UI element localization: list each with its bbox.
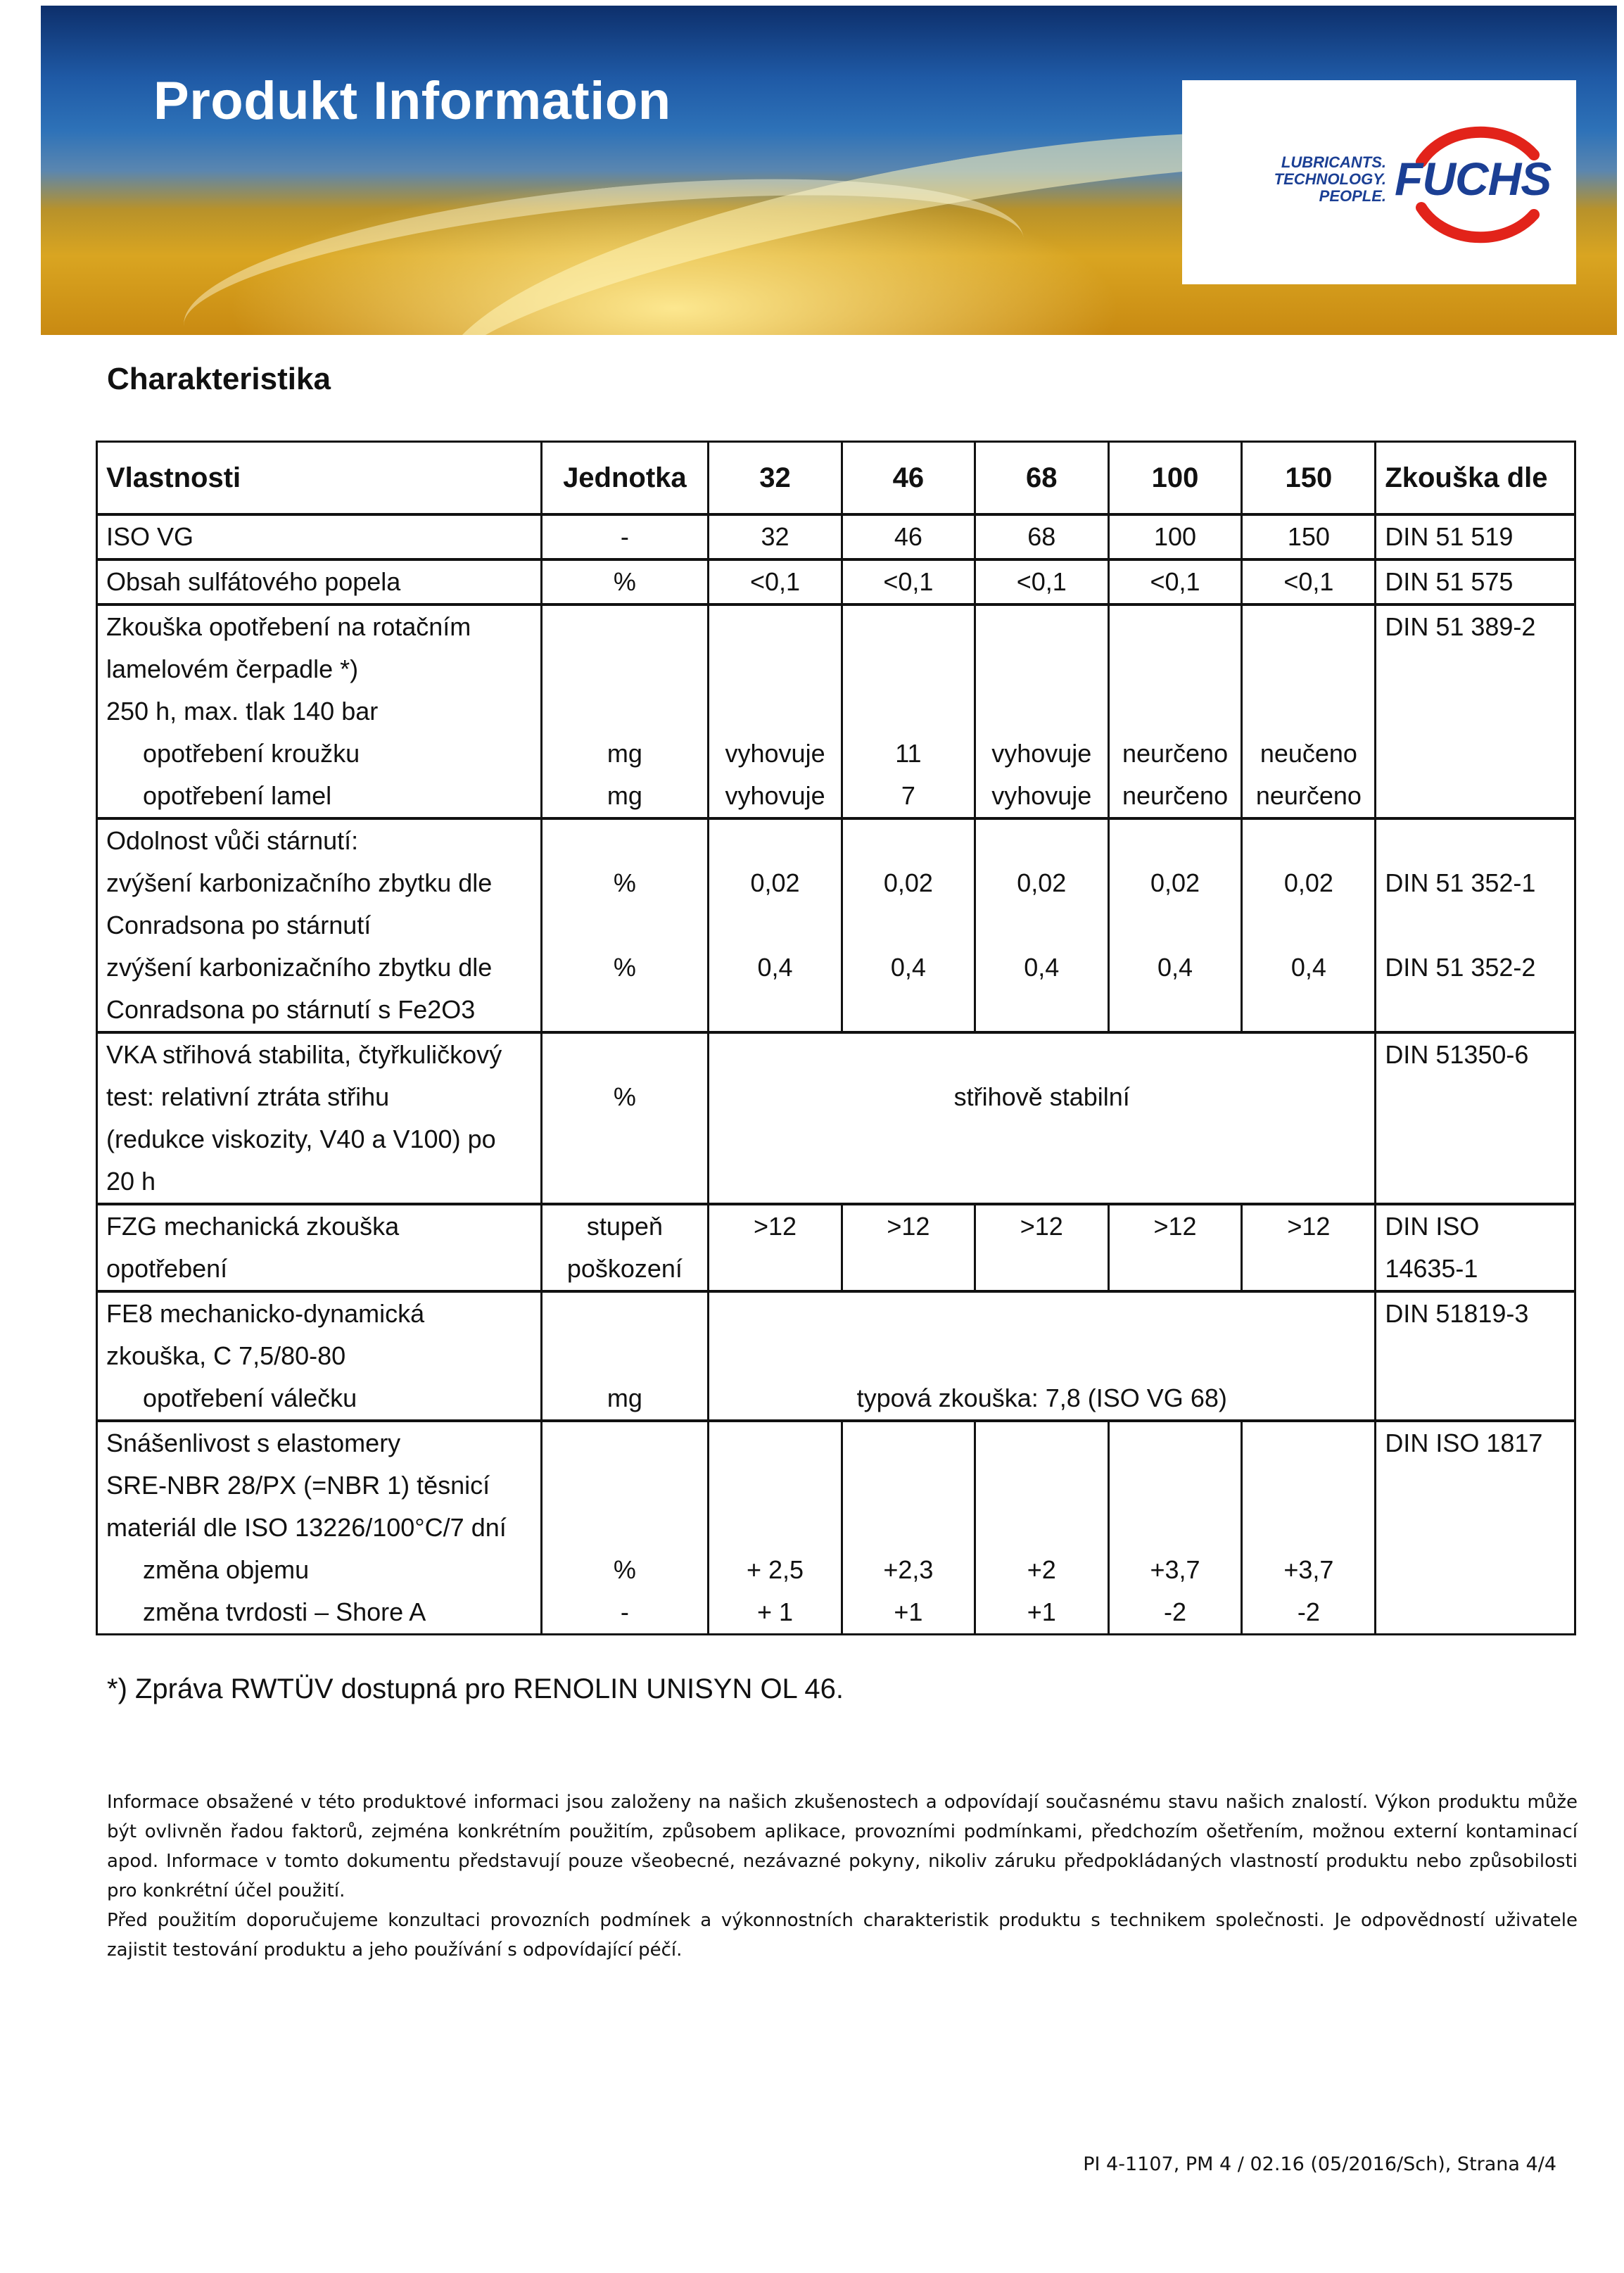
test-method-cell-line [1385,690,1566,733]
value-cell-vg100-line [1118,1422,1233,1464]
value-cell-vg150 [1242,818,1376,1032]
section-title: Charakteristika [107,362,331,396]
property-cell-line: zvýšení karbonizačního zbytku dle [106,868,493,897]
test-method-cell-line: DIN 51350-6 [1385,1040,1529,1069]
test-method-cell-line: DIN 51 389-2 [1385,612,1536,641]
test-method-cell-line [1385,1160,1566,1203]
unit-cell [541,1421,709,1635]
value-cell-vg68 [975,559,1108,604]
value-cell-vg100-line: +3,7 [1150,1555,1200,1584]
test-method-cell-line: 14635-1 [1385,1254,1478,1283]
value-cell-vg68-line: 0,02 [1017,868,1067,897]
unit-cell-line [551,1160,699,1203]
disclaimer-paragraph: Informace obsažené v této produktové informaci jsou založeny na našich zkušenostech a odpovídají současnému stavu našich znalostí. Výkon produktu může být ovlivněn řadou faktorů, zejména konkrétním použitím, způsobem aplikace, provozními podmínkami, předchozím ošetřením, možnou externí kontaminací apod. Informace v tomto dokumentu představují pouze všeobecné, nezávazné pokyny, nikoliv záruku předpokládaných vlastností produktu nebo způsobilosti pro konkrétní účel použití. [107,1792,1578,1901]
value-cell-vg32-line: vyhovuje [725,739,825,768]
value-cell-vg150-line [1251,904,1366,946]
property-cell-line: Odolnost vůči stárnutí: [106,826,359,855]
value-cell-vg68-line: vyhovuje [991,781,1092,810]
property-cell [97,1032,542,1204]
table-row [97,559,1575,604]
value-cell-vg32-line [718,606,832,648]
value-cell-vg100-line: neurčeno [1122,781,1229,810]
property-cell [97,1204,542,1291]
unit-cell [541,1204,709,1291]
property-cell-line: test: relativní ztráta střihu [106,1082,390,1111]
value-cell-vg150 [1242,1421,1376,1635]
merged-value-cell-line [718,1160,1366,1203]
value-cell-vg32-line: <0,1 [750,567,801,596]
header-banner [41,6,1617,335]
value-cell-vg46-line [851,1422,965,1464]
value-cell-vg46-line [851,820,965,862]
test-method-cell-line [1385,1118,1566,1160]
merged-value-cell [709,1032,1376,1204]
property-cell-line: Conradsona po stárnutí s Fe2O3 [106,995,476,1024]
test-method-cell [1376,1291,1575,1421]
value-cell-vg32 [709,1204,842,1291]
value-cell-vg150-line: neučeno [1260,739,1357,768]
test-method-cell [1376,559,1575,604]
value-cell-vg100 [1108,559,1242,604]
value-cell-vg46 [842,514,975,559]
test-method-cell-line [1385,1549,1566,1591]
value-cell-vg32-line: + 1 [757,1597,794,1626]
value-cell-vg46-line [851,904,965,946]
property-cell-line: Snášenlivost s elastomery [106,1429,401,1457]
value-cell-vg68-line: +2 [1027,1555,1056,1584]
unit-cell-line [551,1293,699,1335]
value-cell-vg46-line: +1 [894,1597,923,1626]
property-cell-line: 20 h [106,1167,156,1196]
value-cell-vg46 [842,1421,975,1635]
page-footer: PI 4-1107, PM 4 / 02.16 (05/2016/Sch), Strana 4/4 [1083,2153,1556,2175]
value-cell-vg100-line [1118,1507,1233,1549]
value-cell-vg68-line [984,1422,1099,1464]
test-method-cell [1376,604,1575,818]
merged-value-cell-line [718,1118,1366,1160]
value-cell-vg46-line: 0,4 [890,953,926,982]
unit-cell-line: % [613,953,636,982]
unit-cell-line: - [620,522,629,551]
test-method-cell [1376,818,1575,1032]
value-cell-vg150-line [1251,648,1366,690]
value-cell-vg46-line: >12 [887,1212,930,1241]
unit-cell-line: mg [607,739,642,768]
unit-cell [541,818,709,1032]
unit-cell-line [551,904,699,946]
value-cell-vg32-line [718,648,832,690]
value-cell-vg46-line [851,606,965,648]
merged-value-cell-line [718,1034,1366,1076]
unit-cell-line: % [613,868,636,897]
unit-cell [541,514,709,559]
test-method-cell-line [1385,1377,1566,1419]
property-cell-line: FZG mechanická zkouška [106,1212,400,1241]
value-cell-vg150-line [1251,989,1366,1031]
footnote: *) Zpráva RWTÜV dostupná pro RENOLIN UNISYN OL 46. [107,1673,844,1704]
value-cell-vg46-line: 11 [895,739,922,768]
value-cell-vg100-line: neurčeno [1122,739,1229,768]
unit-cell-line: mg [607,1384,642,1412]
value-cell-vg100-line: >12 [1153,1212,1197,1241]
table-row [97,604,1575,818]
value-cell-vg32-line: 32 [761,522,789,551]
unit-cell-line: % [613,1555,636,1584]
unit-cell-line [551,1118,699,1160]
value-cell-vg32 [709,1421,842,1635]
value-cell-vg46-line: +2,3 [883,1555,934,1584]
unit-cell [541,604,709,818]
header-unit: Jednotka [541,442,709,515]
value-cell-vg68-line: vyhovuje [991,739,1092,768]
test-method-cell-line: DIN 51 352-1 [1385,868,1536,897]
value-cell-vg150 [1242,604,1376,818]
value-cell-vg32-line: 0,02 [750,868,800,897]
value-cell-vg68 [975,604,1108,818]
value-cell-vg150-line [1251,606,1366,648]
value-cell-vg46 [842,604,975,818]
unit-cell [541,1032,709,1204]
value-cell-vg46-line [851,1507,965,1549]
value-cell-vg100-line [1118,904,1233,946]
property-cell-line: Zkouška opotřebení na rotačním [106,612,471,641]
value-cell-vg32-line [718,904,832,946]
merged-value-cell [709,1291,1376,1421]
test-method-cell-line: DIN 51 575 [1385,567,1514,596]
value-cell-vg32-line [718,1248,832,1290]
unit-cell-line: mg [607,781,642,810]
property-cell-line: 250 h, max. tlak 140 bar [106,697,379,726]
value-cell-vg68-line [984,648,1099,690]
unit-cell-line [551,690,699,733]
test-method-cell-line [1385,1076,1566,1118]
banner-title: Produkt Information [153,71,671,131]
value-cell-vg32-line [718,690,832,733]
fuchs-logo [1182,80,1576,284]
value-cell-vg150-line: neurčeno [1255,781,1362,810]
value-cell-vg150 [1242,514,1376,559]
header-test-method: Zkouška dle [1376,442,1575,515]
value-cell-vg68-line [984,904,1099,946]
disclaimer [107,1787,1578,1965]
value-cell-vg46 [842,559,975,604]
value-cell-vg32-line: + 2,5 [747,1555,804,1584]
table-row [97,514,1575,559]
test-method-cell [1376,1204,1575,1291]
property-cell-line: změna objemu [143,1555,310,1584]
value-cell-vg68 [975,1421,1108,1635]
value-cell-vg100-line: <0,1 [1150,567,1200,596]
value-cell-vg100-line [1118,606,1233,648]
value-cell-vg100 [1108,1421,1242,1635]
unit-cell-line: stupeň [586,1212,663,1241]
test-method-cell-line: DIN 51 519 [1385,522,1514,551]
test-method-cell-line [1385,1507,1566,1549]
value-cell-vg100-line [1118,820,1233,862]
unit-cell-line [551,1335,699,1377]
value-cell-vg46 [842,818,975,1032]
value-cell-vg100 [1108,818,1242,1032]
value-cell-vg68-line: +1 [1027,1597,1056,1626]
test-method-cell-line: DIN ISO 1817 [1385,1429,1543,1457]
property-cell [97,514,542,559]
property-cell-line: FE8 mechanicko-dynamická [106,1299,425,1328]
value-cell-vg100 [1108,1204,1242,1291]
property-cell-line: opotřebení válečku [143,1384,357,1412]
value-cell-vg46-line [851,648,965,690]
test-method-cell-line [1385,820,1566,862]
characteristics-table [96,441,1576,1635]
test-method-cell-line [1385,989,1566,1031]
unit-cell-line [551,648,699,690]
property-cell [97,1421,542,1635]
value-cell-vg150 [1242,559,1376,604]
value-cell-vg46-line [851,989,965,1031]
value-cell-vg150-line: +3,7 [1283,1555,1334,1584]
value-cell-vg68-line [984,606,1099,648]
unit-cell-line [551,1507,699,1549]
test-method-cell [1376,1421,1575,1635]
merged-value-cell-line [718,1293,1366,1335]
property-cell-line: ISO VG [106,522,194,551]
table-row [97,1291,1575,1421]
table-row [97,818,1575,1032]
unit-cell-line [551,606,699,648]
property-cell-line: opotřebení kroužku [143,739,360,768]
value-cell-vg150-line: >12 [1287,1212,1331,1241]
test-method-cell-line: DIN 51 352-2 [1385,953,1536,982]
property-cell-line: SRE-NBR 28/PX (=NBR 1) těsnicí [106,1471,490,1500]
test-method-cell-line [1385,1591,1566,1633]
test-method-cell-line [1385,775,1566,817]
value-cell-vg46 [842,1204,975,1291]
test-method-cell-line: DIN ISO [1385,1212,1480,1241]
test-method-cell [1376,514,1575,559]
value-cell-vg68-line: 0,4 [1024,953,1060,982]
value-cell-vg46-line: 46 [894,522,922,551]
property-cell [97,604,542,818]
value-cell-vg100-line: 0,02 [1150,868,1200,897]
value-cell-vg100-line: 0,4 [1157,953,1193,982]
table-row [97,1032,1575,1204]
value-cell-vg68-line: >12 [1020,1212,1063,1241]
brand-name: FUCHS [1395,153,1552,205]
unit-cell-line [551,820,699,862]
value-cell-vg100-line [1118,648,1233,690]
property-cell [97,1291,542,1421]
value-cell-vg68-line: <0,1 [1016,567,1067,596]
value-cell-vg150-line: 0,02 [1283,868,1333,897]
table-header-row [97,442,1575,515]
value-cell-vg32-line: vyhovuje [725,781,825,810]
value-cell-vg32-line [718,1507,832,1549]
value-cell-vg150-line [1251,820,1366,862]
value-cell-vg100-line [1118,1248,1233,1290]
property-cell-line: změna tvrdosti – Shore A [143,1597,426,1626]
value-cell-vg68-line: 68 [1027,522,1056,551]
value-cell-vg150-line [1251,1464,1366,1507]
header-property: Vlastnosti [97,442,542,515]
unit-cell-line: poškození [566,1254,683,1283]
unit-cell [541,559,709,604]
property-cell-line: materiál dle ISO 13226/100°C/7 dní [106,1513,507,1542]
value-cell-vg68-line [984,690,1099,733]
value-cell-vg68-line [984,1248,1099,1290]
property-cell-line: VKA střihová stabilita, čtyřkuličkový [106,1040,502,1069]
header-vg46: 46 [842,442,975,515]
value-cell-vg46-line: <0,1 [883,567,934,596]
value-cell-vg68-line [984,989,1099,1031]
value-cell-vg46-line [851,1464,965,1507]
disclaimer-paragraph: Před použitím doporučujeme konzultaci provozních podmínek a výkonnostních charakteristik produktu s technikem společnosti. Je odpovědností uživatele zajistit testování produktu a jeho používání s odpovídající péčí. [107,1910,1578,1961]
test-method-cell-line [1385,733,1566,775]
unit-cell-line [551,1464,699,1507]
unit-cell-line [551,1422,699,1464]
brand-tagline: LUBRICANTS. TECHNOLOGY. PEOPLE. [1274,153,1386,205]
unit-cell-line [551,989,699,1031]
property-cell [97,818,542,1032]
property-cell-line: opotřebení lamel [143,781,332,810]
merged-value-cell-line: střihově stabilní [953,1082,1130,1111]
value-cell-vg46-line [851,690,965,733]
test-method-cell-line [1385,1335,1566,1377]
test-method-cell-line [1385,1464,1566,1507]
value-cell-vg100 [1108,514,1242,559]
property-cell [97,559,542,604]
test-method-cell-line [1385,904,1566,946]
value-cell-vg68 [975,818,1108,1032]
table-body [97,514,1575,1635]
header-vg150: 150 [1242,442,1376,515]
value-cell-vg32-line [718,1422,832,1464]
test-method-cell [1376,1032,1575,1204]
value-cell-vg32-line [718,1464,832,1507]
header-vg68: 68 [975,442,1108,515]
value-cell-vg100 [1108,604,1242,818]
value-cell-vg46-line: 7 [901,781,915,810]
value-cell-vg100-line: -2 [1164,1597,1187,1626]
property-cell-line: Conradsona po stárnutí [106,911,372,939]
value-cell-vg32-line [718,989,832,1031]
value-cell-vg150-line: 150 [1287,522,1330,551]
property-cell-line: zkouška, C 7,5/80-80 [106,1341,346,1370]
table-row [97,1204,1575,1291]
value-cell-vg68-line [984,1507,1099,1549]
value-cell-vg150-line: <0,1 [1283,567,1334,596]
value-cell-vg150-line [1251,1507,1366,1549]
value-cell-vg100-line: 100 [1154,522,1197,551]
value-cell-vg68-line [984,1464,1099,1507]
unit-cell-line: % [613,1082,636,1111]
value-cell-vg150-line [1251,1248,1366,1290]
header-vg100: 100 [1108,442,1242,515]
test-method-cell-line: DIN 51819-3 [1385,1299,1529,1328]
value-cell-vg150-line: 0,4 [1290,953,1326,982]
property-cell-line: zvýšení karbonizačního zbytku dle [106,953,493,982]
value-cell-vg100-line [1118,690,1233,733]
value-cell-vg32 [709,559,842,604]
test-method-cell-line [1385,648,1566,690]
merged-value-cell-line: typová zkouška: 7,8 (ISO VG 68) [856,1384,1227,1412]
value-cell-vg46-line [851,1248,965,1290]
value-cell-vg68 [975,514,1108,559]
unit-cell-line: % [613,567,636,596]
property-cell-line: lamelovém čerpadle *) [106,654,359,683]
value-cell-vg32 [709,818,842,1032]
value-cell-vg46-line: 0,02 [883,868,933,897]
value-cell-vg150-line [1251,690,1366,733]
value-cell-vg100-line [1118,989,1233,1031]
value-cell-vg32-line: >12 [754,1212,797,1241]
value-cell-vg150-line [1251,1422,1366,1464]
value-cell-vg32-line [718,820,832,862]
table-row [97,1421,1575,1635]
property-cell-line: (redukce viskozity, V40 a V100) po [106,1125,496,1153]
value-cell-vg32 [709,604,842,818]
value-cell-vg68-line [984,820,1099,862]
unit-cell-line [551,1034,699,1076]
value-cell-vg68 [975,1204,1108,1291]
property-cell-line: Obsah sulfátového popela [106,567,401,596]
value-cell-vg32 [709,514,842,559]
value-cell-vg32-line: 0,4 [757,953,793,982]
value-cell-vg100-line [1118,1464,1233,1507]
property-cell-line: opotřebení [106,1254,228,1283]
header-vg32: 32 [709,442,842,515]
value-cell-vg150 [1242,1204,1376,1291]
unit-cell [541,1291,709,1421]
unit-cell-line: - [620,1597,629,1626]
merged-value-cell-line [718,1335,1366,1377]
value-cell-vg150-line: -2 [1297,1597,1320,1626]
